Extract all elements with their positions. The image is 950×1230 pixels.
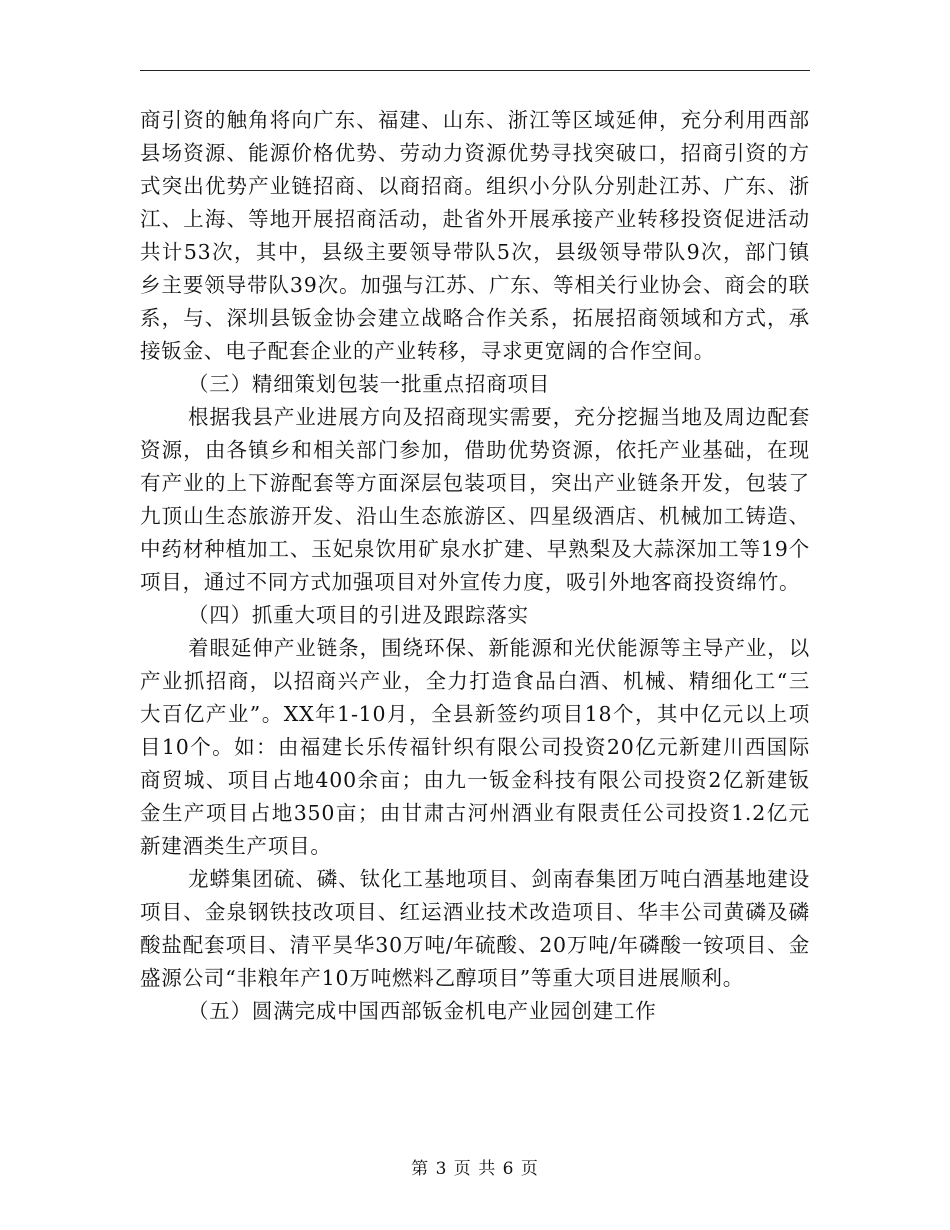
paragraph-section-3: 根据我县产业进展方向及招商现实需要，充分挖掘当地及周边配套资源，由各镇乡和相关部门参加，借助优势资源，依托产业基础，在现有产业的上下游配套等方面深层包装项目，突出产业链条开发，包装了九顶山生态旅游开发、沿山生态旅游区、四星级酒店、机械加工铸造、中药材种植加工、玉妃泉饮用矿泉水扩建、早熟梨及大蒜深加工等19个项目，通过不同方式加强项目对外宣传力度，吸引外地客商投资绵竹。	[140, 405, 810, 594]
paragraph-section-4b: 龙蟒集团硫、磷、钛化工基地项目、剑南春集团万吨白酒基地建设项目、金泉钢铁技改项目、红运酒业技术改造项目、华丰公司黄磷及磷酸盐配套项目、清平昊华30万吨/年硫酸、20万吨/年磷酸一铵项目、金盛源公司“非粮年产10万吨燃料乙醇项目”等重大项目进展顺利。	[140, 867, 810, 990]
paragraph-section-4a: 着眼延伸产业链条，围绕环保、新能源和光伏能源等主导产业，以产业抓招商，以招商兴产业，全力打造食品白酒、机械、精细化工“三大百亿产业”。XX年1-10月，全县新签约项目18个，其中亿元以上项目10个。如：由福建长乐传福针织有限公司投资20亿元新建川西国际商贸城、项目占地400余亩；由九一钣金科技有限公司投资2亿新建钣金生产项目占地350亩；由甘肃古河州酒业有限责任公司投资1.2亿元新建酒类生产项目。	[140, 636, 810, 858]
header-rule	[140, 70, 810, 71]
section-heading-5: （五）圆满完成中国西部钣金机电产业园创建工作	[188, 999, 657, 1023]
section-heading-4: （四）抓重大项目的引进及跟踪落实	[188, 603, 529, 627]
paragraph-continued: 商引资的触角将向广东、福建、山东、浙江等区域延伸，充分利用西部县场资源、能源价格优势、劳动力资源优势寻找突破口，招商引资的方式突出优势产业链招商、以商招商。组织小分队分别赴江苏、广东、浙江、上海、等地开展招商活动，赴省外开展承接产业转移投资促进活动共计53次，其中，县级主要领导带队5次，县级领导带队9次，部门镇乡主要领导带队39次。加强与江苏、广东、等相关行业协会、商会的联系，与、深圳县钣金协会建立战略合作关系，拓展招商领域和方式，承接钣金、电子配套企业的产业转移，寻求更宽阔的合作空间。	[140, 108, 810, 363]
section-heading-3: （三）精细策划包装一批重点招商项目	[188, 372, 551, 396]
document-body	[140, 104, 810, 1028]
page-number-footer: 第 3 页 共 6 页	[411, 1159, 539, 1179]
